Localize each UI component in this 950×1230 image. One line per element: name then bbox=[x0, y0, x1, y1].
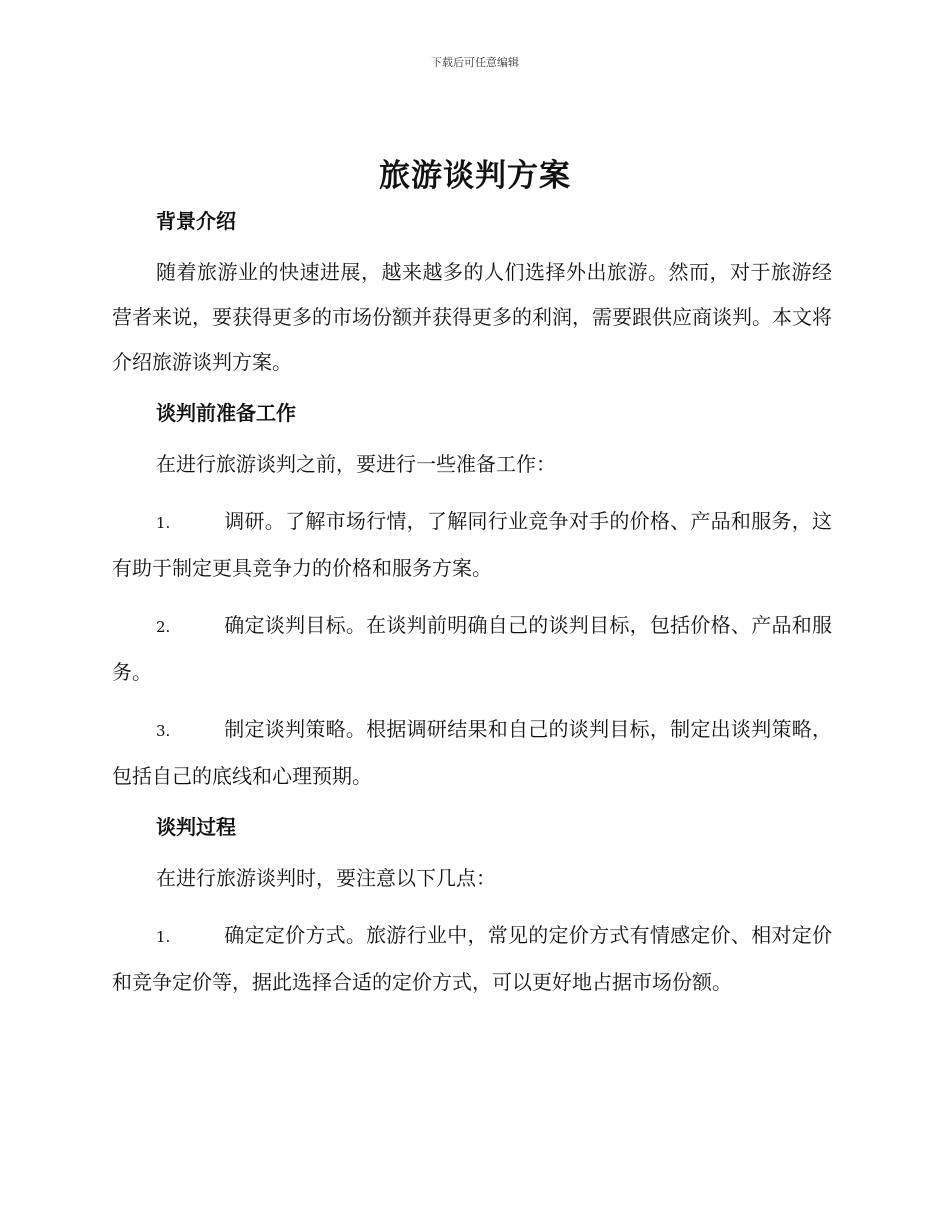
list-number: 1. bbox=[156, 928, 171, 946]
list-number: 3. bbox=[156, 722, 171, 740]
list-item bbox=[112, 603, 832, 695]
section-heading-background: 背景介绍 bbox=[156, 209, 236, 233]
list-text: 确定谈判目标。在谈判前明确自己的谈判目标，包括价格、产品和服务。 bbox=[112, 613, 832, 684]
section-heading-process: 谈判过程 bbox=[156, 815, 236, 839]
list-text: 制定谈判策略。根据调研结果和自己的谈判目标，制定出谈判策略，包括自己的底线和心理预期。 bbox=[112, 717, 832, 788]
document-title: 旅游谈判方案 bbox=[379, 158, 571, 194]
list-text: 确定定价方式。旅游行业中，常见的定价方式有情感定价、相对定价和竞争定价等，据此选择合适的定价方式，可以更好地占据市场份额。 bbox=[112, 923, 832, 994]
list-item bbox=[112, 913, 832, 1005]
list-number: 1. bbox=[156, 514, 171, 532]
list-item bbox=[112, 499, 832, 591]
paragraph-preparation-intro: 在进行旅游谈判之前，要进行一些准备工作： bbox=[156, 452, 556, 476]
list-item bbox=[112, 707, 832, 799]
section-heading-preparation: 谈判前准备工作 bbox=[156, 401, 296, 425]
document-body bbox=[112, 205, 832, 1005]
page-header: 下载后可任意编辑 bbox=[431, 56, 519, 69]
paragraph-background: 随着旅游业的快速进展，越来越多的人们选择外出旅游。然而，对于旅游经营者来说，要获得更多的市场份额并获得更多的利润，需要跟供应商谈判。本文将介绍旅游谈判方案。 bbox=[112, 260, 832, 374]
list-number: 2. bbox=[156, 618, 171, 636]
list-text: 调研。了解市场行情，了解同行业竞争对手的价格、产品和服务，这有助于制定更具竞争力的价格和服务方案。 bbox=[112, 509, 832, 580]
paragraph-process-intro: 在进行旅游谈判时，要注意以下几点： bbox=[156, 866, 496, 890]
